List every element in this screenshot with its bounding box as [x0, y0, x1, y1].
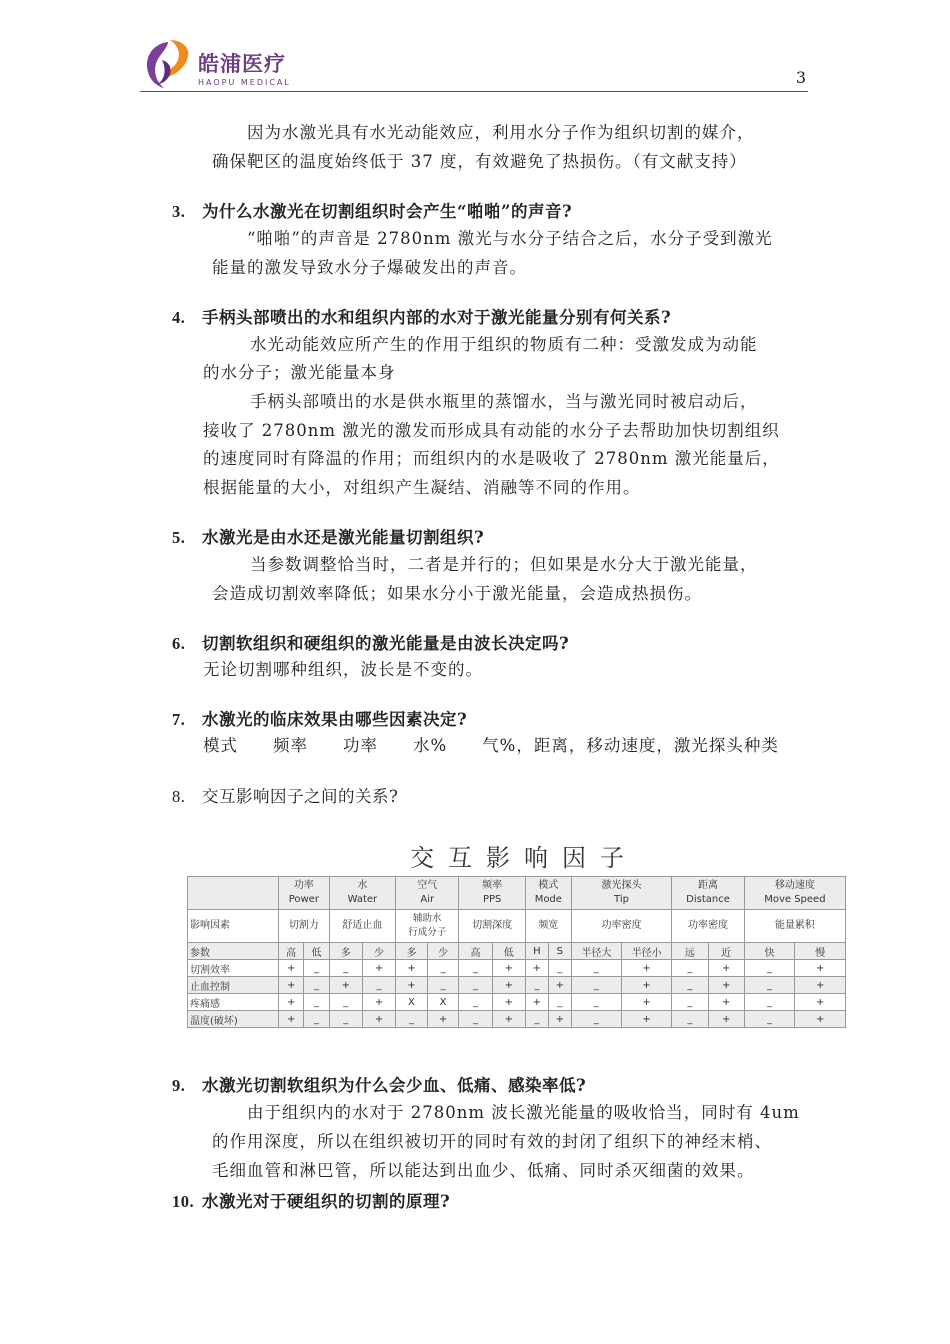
table-cell: _: [459, 1011, 492, 1028]
table-cell: _: [427, 977, 459, 994]
table-cell: +: [362, 994, 395, 1011]
factor-col-water: 水 Water: [329, 877, 396, 910]
param-cell: 低: [304, 943, 329, 960]
table-cell: +: [795, 960, 846, 977]
answer-4-line-4: 接收了 2780nm 激光的激发而形成具有动能的水分子去帮助加快切割组织: [203, 421, 780, 440]
row-label: 疼痛感: [188, 994, 279, 1011]
table-cell: _: [744, 1011, 795, 1028]
table-cell: +: [279, 1011, 304, 1028]
factor-row-pain: [188, 994, 846, 1011]
table-cell: _: [548, 994, 571, 1011]
table-cell: +: [362, 960, 395, 977]
table-cell: +: [427, 1011, 459, 1028]
answer-7-line-1: 模式 频率 功率 水% 气%，距离，移动速度，激光探头种类: [203, 736, 779, 755]
intro-line-1: 因为水激光具有水光动能效应，利用水分子作为组织切割的媒介，: [247, 123, 755, 142]
question-number: 3.: [172, 202, 186, 221]
answer-3-line-1: “啪啪”的声音是 2780nm 激光与水分子结合之后，水分子受到激光: [247, 229, 773, 248]
answer-4-line-6: 根据能量的大小，对组织产生凝结、消融等不同的作用。: [203, 478, 641, 497]
table-cell: _: [396, 1011, 428, 1028]
effect-cell: 功率密度: [672, 910, 745, 943]
table-cell: +: [708, 977, 744, 994]
table-cell: +: [708, 994, 744, 1011]
param-cell: S: [548, 943, 571, 960]
page-number: 3: [795, 68, 806, 87]
question-title: 手柄头部喷出的水和组织内部的水对于激光能量分别有何关系?: [202, 308, 672, 327]
effect-cell: 舒适止血: [329, 910, 396, 943]
question-5: [172, 524, 484, 548]
answer-4-line-1: 水光动能效应所产生的作用于组织的物质有二种：受激发成为动能: [250, 335, 758, 354]
table-cell: _: [459, 977, 492, 994]
table-cell: +: [621, 960, 671, 977]
table-cell: _: [744, 960, 795, 977]
answer-9-line-3: 毛细血管和淋巴管，所以能达到出血少、低痛、同时杀灭细菌的效果。: [212, 1161, 755, 1180]
table-cell: X: [396, 994, 428, 1011]
table-cell: +: [492, 994, 525, 1011]
table-cell: _: [672, 994, 708, 1011]
table-cell: _: [672, 960, 708, 977]
question-title: 交互影响因子之间的关系?: [202, 787, 399, 806]
effect-cell: 切割深度: [459, 910, 526, 943]
param-cell: 近: [708, 943, 744, 960]
table-cell: +: [279, 977, 304, 994]
effect-cell: 辅助水 行成分子: [396, 910, 459, 943]
effect-row: [188, 910, 846, 943]
answer-4-line-2: 的水分子；激光能量本身: [203, 363, 396, 382]
answer-5-line-1: 当参数调整恰当时，二者是并行的；但如果是水分大于激光能量，: [250, 555, 758, 574]
table-cell: _: [525, 977, 548, 994]
effect-cell: 能量累积: [744, 910, 845, 943]
table-cell: _: [304, 994, 329, 1011]
table-cell: _: [304, 1011, 329, 1028]
answer-4-line-5: 的速度同时有降温的作用；而组织内的水是吸收了 2780nm 激光能量后，: [203, 449, 780, 468]
param-cell: H: [525, 943, 548, 960]
factor-table-title: 交互影响因子: [410, 844, 638, 872]
table-cell: +: [795, 994, 846, 1011]
table-cell: _: [459, 994, 492, 1011]
table-cell: _: [427, 960, 459, 977]
effect-cell: 功率密度: [571, 910, 672, 943]
table-cell: _: [329, 994, 362, 1011]
param-cell: 远: [672, 943, 708, 960]
param-cell: 慢: [795, 943, 846, 960]
corner-cell: [188, 877, 279, 910]
param-row: [188, 943, 846, 960]
table-cell: _: [672, 977, 708, 994]
table-cell: +: [708, 1011, 744, 1028]
question-number: 10.: [172, 1192, 195, 1211]
question-9: [172, 1072, 586, 1096]
table-cell: _: [525, 1011, 548, 1028]
table-cell: +: [525, 960, 548, 977]
factor-row-temperature: [188, 1011, 846, 1028]
table-cell: +: [362, 1011, 395, 1028]
answer-6-line-1: 无论切割哪种组织，波长是不变的。: [203, 660, 483, 679]
table-cell: _: [672, 1011, 708, 1028]
table-cell: +: [492, 977, 525, 994]
param-cell: 快: [744, 943, 795, 960]
param-cell: 高: [279, 943, 304, 960]
factor-table: [187, 876, 846, 1028]
answer-4-line-3: 手柄头部喷出的水是供水瓶里的蒸馏水，当与激光同时被启动后，: [250, 392, 758, 411]
table-cell: _: [329, 960, 362, 977]
table-cell: _: [329, 1011, 362, 1028]
answer-9-line-1: 由于组织内的水对于 2780nm 波长激光能量的吸收恰当，同时有 4um: [247, 1103, 800, 1122]
table-cell: +: [795, 977, 846, 994]
table-cell: +: [329, 977, 362, 994]
effect-cell: 切割力: [279, 910, 330, 943]
param-cell: 多: [396, 943, 428, 960]
question-10: [172, 1188, 450, 1212]
question-title: 水激光对于硬组织的切割的原理?: [202, 1192, 451, 1211]
intro-line-2: 确保靶区的温度始终低于 37 度，有效避免了热损伤。（有文献支持）: [212, 152, 747, 171]
table-cell: _: [548, 960, 571, 977]
table-cell: _: [571, 1011, 621, 1028]
logo-mark-icon: [140, 36, 196, 90]
factor-header-row: [188, 877, 846, 910]
question-7: [172, 706, 467, 730]
table-cell: _: [744, 994, 795, 1011]
table-cell: +: [396, 977, 428, 994]
table-cell: +: [708, 960, 744, 977]
question-4: [172, 304, 671, 328]
param-cell: 少: [362, 943, 395, 960]
factor-row-hemostasis: [188, 977, 846, 994]
question-number: 7.: [172, 710, 186, 729]
table-cell: _: [571, 960, 621, 977]
question-title: 水激光的临床效果由哪些因素决定?: [202, 710, 468, 729]
factor-col-pps: 频率 PPS: [459, 877, 526, 910]
factor-col-mode: 模式 Mode: [525, 877, 571, 910]
table-cell: +: [279, 960, 304, 977]
question-number: 5.: [172, 528, 186, 547]
param-cell: 少: [427, 943, 459, 960]
table-cell: +: [548, 977, 571, 994]
param-cell: 低: [492, 943, 525, 960]
table-cell: +: [795, 1011, 846, 1028]
header-divider: [140, 91, 808, 92]
question-8: [172, 783, 398, 807]
question-title: 为什么水激光在切割组织时会产生“啪啪”的声音?: [202, 202, 573, 221]
factor-col-tip: 激光探头 Tip: [571, 877, 672, 910]
factor-row-cutting-efficiency: [188, 960, 846, 977]
question-6: [172, 630, 569, 654]
factor-col-distance: 距离 Distance: [672, 877, 745, 910]
answer-5-line-2: 会造成切割效率降低；如果水分小于激光能量，会造成热损伤。: [212, 584, 702, 603]
question-number: 4.: [172, 308, 186, 327]
row-label: 温度(破坏): [188, 1011, 279, 1028]
table-cell: _: [304, 960, 329, 977]
answer-9-line-2: 的作用深度，所以在组织被切开的同时有效的封闭了组织下的神经末梢、: [212, 1132, 772, 1151]
question-number: 8.: [172, 787, 186, 806]
table-cell: +: [492, 1011, 525, 1028]
row-label: 止血控制: [188, 977, 279, 994]
question-title: 切割软组织和硬组织的激光能量是由波长决定吗?: [202, 634, 570, 653]
table-cell: X: [427, 994, 459, 1011]
table-cell: +: [279, 994, 304, 1011]
table-cell: +: [525, 994, 548, 1011]
table-cell: _: [362, 977, 395, 994]
table-cell: _: [459, 960, 492, 977]
table-cell: +: [621, 977, 671, 994]
question-3: [172, 198, 572, 222]
table-cell: _: [744, 977, 795, 994]
question-number: 9.: [172, 1076, 186, 1095]
table-cell: _: [571, 994, 621, 1011]
factor-col-power: 功率 Power: [279, 877, 330, 910]
factor-col-air: 空气 Air: [396, 877, 459, 910]
brand-name-en: HAOPU MEDICAL: [198, 78, 291, 87]
table-cell: _: [304, 977, 329, 994]
param-cell: 半径小: [621, 943, 671, 960]
param-cell: 半径大: [571, 943, 621, 960]
table-cell: +: [621, 1011, 671, 1028]
answer-3-line-2: 能量的激发导致水分子爆破发出的声音。: [212, 258, 527, 277]
row-label: 切割效率: [188, 960, 279, 977]
factor-col-move-speed: 移动速度 Move Speed: [744, 877, 845, 910]
table-cell: +: [396, 960, 428, 977]
effect-cell: 频宽: [525, 910, 571, 943]
param-cell: 高: [459, 943, 492, 960]
row-label: 影响因素: [188, 910, 279, 943]
table-cell: _: [571, 977, 621, 994]
brand-name-cn: 皓浦医疗: [198, 52, 286, 76]
row-label: 参数: [188, 943, 279, 960]
page-header: [140, 36, 808, 92]
question-title: 水激光切割软组织为什么会少血、低痛、感染率低?: [202, 1076, 587, 1095]
table-cell: +: [621, 994, 671, 1011]
table-cell: +: [548, 1011, 571, 1028]
param-cell: 多: [329, 943, 362, 960]
table-cell: +: [492, 960, 525, 977]
question-number: 6.: [172, 634, 186, 653]
question-title: 水激光是由水还是激光能量切割组织?: [202, 528, 485, 547]
haopu-logo: [140, 36, 310, 90]
